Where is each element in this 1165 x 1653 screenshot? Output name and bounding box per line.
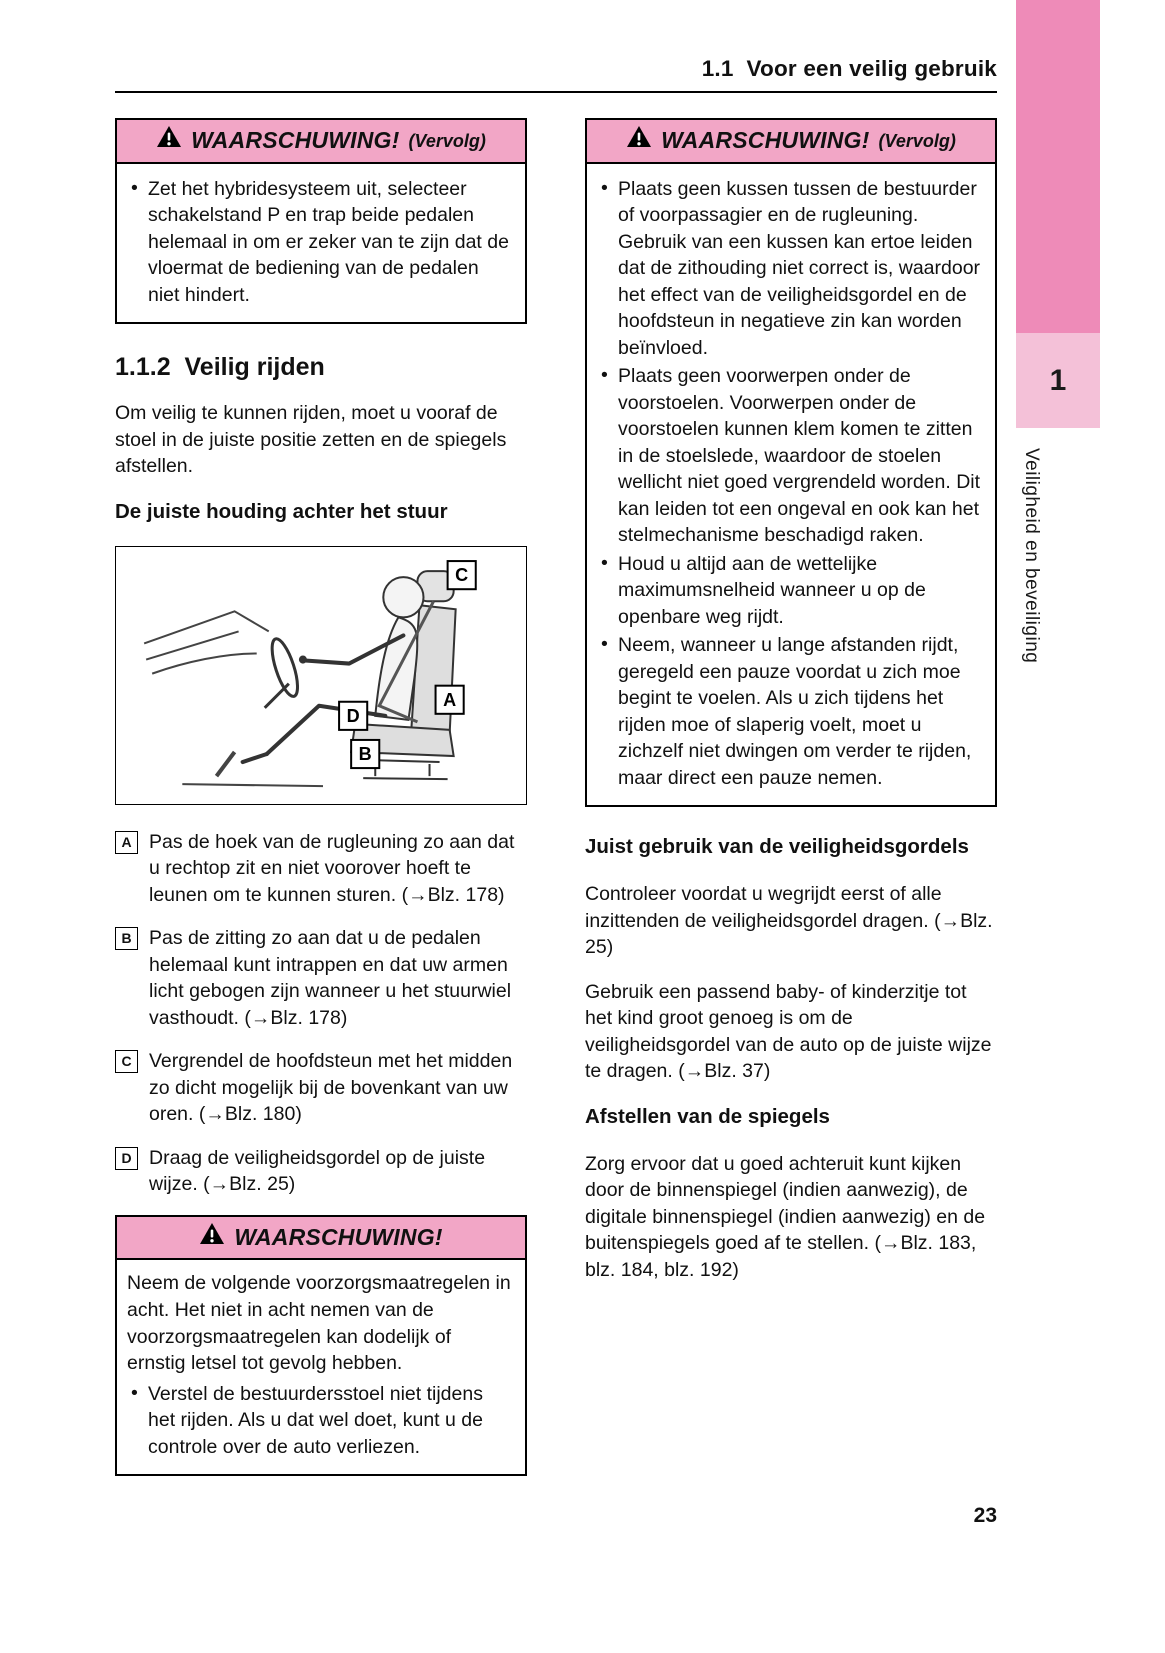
svg-text:D: D — [346, 705, 360, 726]
warning-box-bottom-left — [115, 1215, 527, 1476]
warning-title: WAARSCHUWING! — [234, 1224, 443, 1251]
seatbelt-paragraph-2: Gebruik een passend baby- of kinderzitje tot het kind groot genoeg is om de veiligheidsgordel van de auto op de juiste wijze te dragen. (→Blz. 37) — [585, 980, 992, 1083]
section-heading-veilig-rijden: 1.1.2 Veilig rijden — [115, 353, 325, 382]
warning-bullet: • Verstel de bestuurdersstoel niet tijdens het rijden. Als u dat wel doet, kunt u de controle over de auto verliezen. — [127, 1381, 513, 1461]
figure-label-c — [448, 561, 476, 589]
page-number: 23 — [973, 1504, 997, 1527]
warning-bullet: • Plaats geen voorwerpen onder de voorstoelen. Voorwerpen onder de voorstoelen kunnen klem komen te zitten in de stoelslede, waardoor de stoelen wellicht niet goed vergrendeld worden. Dit kan leiden tot een ongeval en ook kan het stelmechanisme beschadigd raken. — [597, 363, 983, 549]
warning-box-continued-right — [585, 118, 997, 807]
seating-posture-figure — [115, 546, 527, 805]
header-divider — [115, 91, 997, 93]
item-key-a: A — [115, 831, 138, 854]
page-header-title: 1.1 Voor een veilig gebruik — [701, 56, 997, 81]
mirrors-paragraph: Zorg ervoor dat u goed achteruit kunt kijken door de binnenspiegel (indien aanwezig), de digitale binnenspiegel (indien aanwezig) en de buitenspiegels goed af te stellen. (→Blz. 183, blz. 184, blz. 192) — [585, 1152, 986, 1281]
item-key-b: B — [115, 927, 138, 950]
seatbelt-paragraph-1: Controleer voordat u wegrijdt eerst of alle inzittenden de veiligheidsgordel dragen. (→Blz. 25) — [585, 883, 993, 959]
posture-item-a — [115, 829, 527, 909]
warning-body — [587, 164, 995, 806]
chapter-title-vertical: Veiligheid en beveiliging — [1021, 448, 1042, 664]
warning-subtitle: (Vervolg) — [878, 130, 956, 151]
warning-body — [117, 1260, 525, 1474]
posture-item-b — [115, 925, 527, 1031]
heading-veiligheidsgordels: Juist gebruik van de veiligheidsgordels — [585, 835, 969, 859]
left-column — [115, 118, 527, 1502]
warning-triangle-icon — [156, 125, 182, 157]
warning-triangle-icon — [199, 1222, 225, 1254]
svg-text:C: C — [455, 564, 469, 585]
warning-header — [587, 120, 995, 164]
chapter-color-band — [1016, 0, 1100, 333]
item-text-a: Pas de hoek van de rugleuning zo aan dat u rechtop zit en niet voorover hoeft te leunen om te kunnen sturen. (→Blz. 178) — [149, 830, 515, 906]
figure-label-a — [436, 685, 464, 713]
warning-title: WAARSCHUWING! — [661, 127, 870, 154]
posture-item-d — [115, 1145, 527, 1198]
warning-header — [117, 1217, 525, 1261]
posture-item-c — [115, 1048, 527, 1128]
figure-label-b — [351, 739, 379, 767]
warning-subtitle: (Vervolg) — [408, 130, 486, 151]
svg-text:B: B — [358, 743, 372, 764]
heading-spiegels: Afstellen van de spiegels — [585, 1104, 830, 1128]
warning-bullet: • Zet het hybridesysteem uit, selecteer schakelstand P en trap beide pedalen helemaal in om er zeker van te zijn dat de vloermat de bediening van de pedalen niet hindert. — [127, 176, 513, 309]
warning-header — [117, 120, 525, 164]
warning-box-continued-left — [115, 118, 527, 324]
item-text-b: Pas de zitting zo aan dat u de pedalen helemaal kunt intrappen en dat uw armen licht gebogen zijn wanneer u het stuurwiel vasthoudt. (→Blz. 178) — [149, 927, 512, 1029]
item-text-c: Vergrendel de hoofdsteun met het midden zo dicht mogelijk bij de bovenkant van uw oren. (→Blz. 180) — [149, 1050, 513, 1126]
right-column — [585, 118, 997, 1301]
warning-body — [117, 164, 525, 323]
intro-paragraph: Om veilig te kunnen rijden, moet u vooraf de stoel in de juiste positie zetten en de spiegels afstellen. — [115, 402, 507, 478]
warning-triangle-icon — [626, 125, 652, 157]
item-key-c: C — [115, 1050, 138, 1073]
warning-bullet: • Plaats geen kussen tussen de bestuurder of voorpassagier en de rugleuning. Gebruik van een kussen kan ertoe leiden dat de zithouding niet correct is, waardoor het effect van de veiligheidsgordel en de hoofdsteun in negatieve zin kan worden beïnvloed. — [597, 176, 983, 362]
chapter-number-tab: 1 — [1016, 333, 1100, 428]
warning-intro: Neem de volgende voorzorgsmaatregelen in acht. Het niet in acht nemen van de voorzorgsmaatregelen kan dodelijk of ernstig letsel tot gevolg hebben. — [127, 1272, 511, 1375]
warning-bullet: • Houd u altijd aan de wettelijke maximumsnelheid wanneer u op de openbare weg rijdt. — [597, 551, 983, 631]
item-key-d: D — [115, 1147, 138, 1170]
item-text-d: Draag de veiligheidsgordel op de juiste wijze. (→Blz. 25) — [149, 1146, 486, 1196]
warning-bullet: • Neem, wanneer u lange afstanden rijdt, geregeld een pauze voordat u zich moe begint te voelen. Als u zich tijdens het rijden moe of slaperig voelt, moet u zichzelf niet dwingen om verder te rijden, maar direct een pauze nemen. — [597, 632, 983, 791]
subheading-juiste-houding: De juiste houding achter het stuur — [115, 499, 448, 523]
seating-posture-illustration — [116, 547, 526, 804]
figure-label-d — [339, 701, 367, 729]
svg-text:A: A — [443, 689, 457, 710]
warning-title: WAARSCHUWING! — [191, 127, 400, 154]
